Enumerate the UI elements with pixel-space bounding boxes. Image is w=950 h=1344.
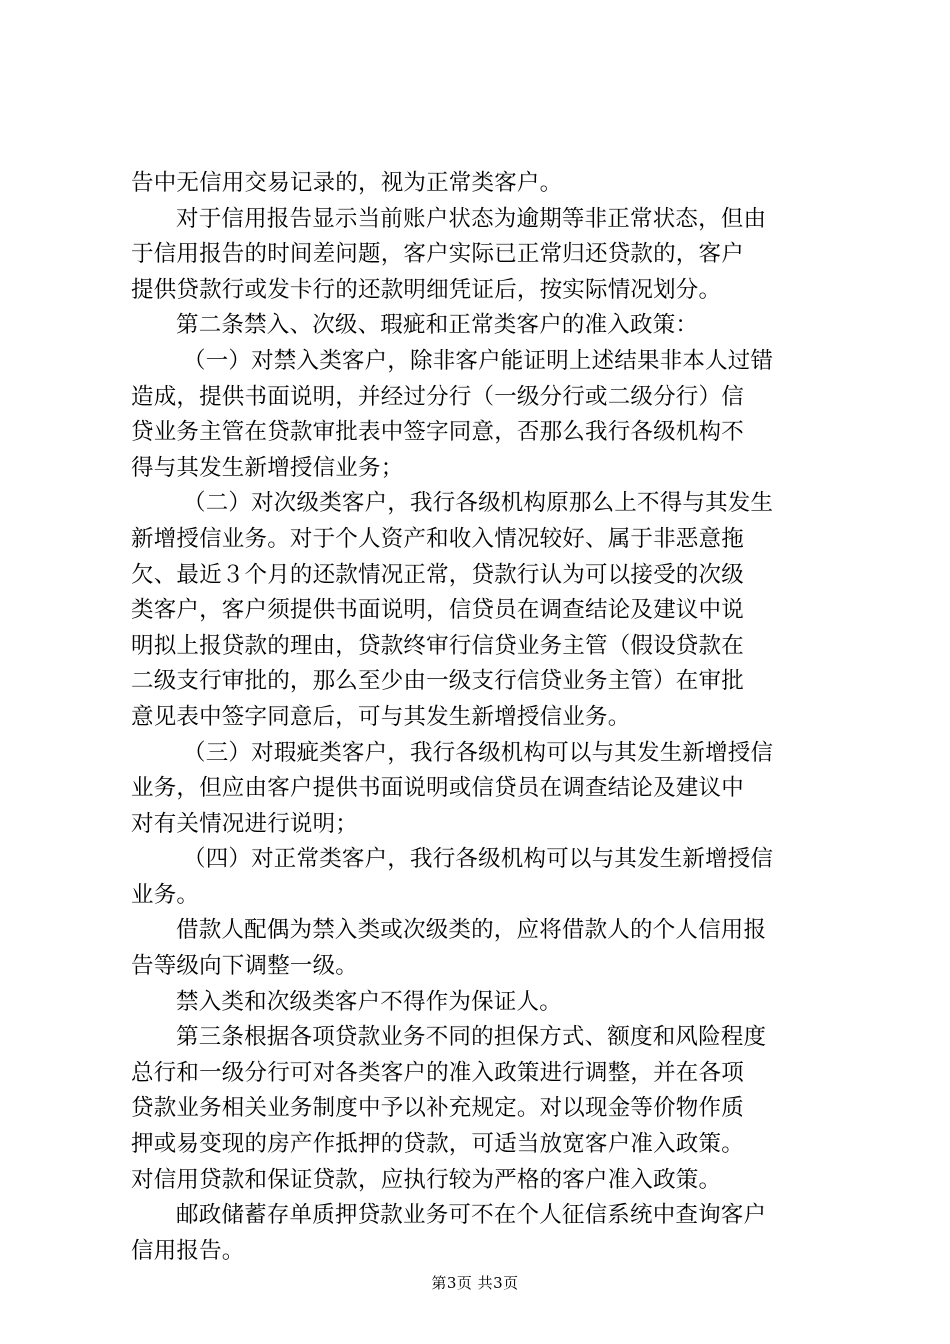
text-line: 于信用报告的时间差问题，客户实际已正常归还贷款的，客户 xyxy=(131,241,744,268)
text-line: 意见表中签字同意后，可与其发生新增授信业务。 xyxy=(131,703,631,730)
text-line: 禁入类和次级类客户不得作为保证人。 xyxy=(176,988,562,1015)
text-line: 明拟上报贷款的理由，贷款终审行信贷业务主管（假设贷款在 xyxy=(131,632,744,659)
text-line: 得与其发生新增授信业务； xyxy=(131,454,404,481)
text-line: 业务，但应由客户提供书面说明或信贷员在调查结论及建议中 xyxy=(131,775,744,802)
text-line: （三）对瑕疵类客户，我行各级机构可以与其发生新增授信 xyxy=(183,739,774,766)
text-line: 对信用贷款和保证贷款，应执行较为严格的客户准入政策。 xyxy=(131,1166,722,1193)
text-line: 借款人配偶为禁入类或次级类的，应将借款人的个人信用报 xyxy=(176,917,767,944)
text-line: 提供贷款行或发卡行的还款明细凭证后，按实际情况划分。 xyxy=(131,276,722,303)
text-line: 类客户，客户须提供书面说明，信贷员在调查结论及建议中说 xyxy=(131,597,744,624)
text-line: 二级支行审批的，那么至少由一级支行信贷业务主管）在审批 xyxy=(131,668,744,695)
text-line: 告等级向下调整一级。 xyxy=(131,953,359,980)
text-line: 造成，提供书面说明，并经过分行（一级分行或二级分行）信 xyxy=(131,383,744,410)
text-line: 告中无信用交易记录的，视为正常类客户。 xyxy=(131,170,563,196)
text-line: 业务。 xyxy=(131,881,200,908)
text-line: 邮政储蓄存单质押贷款业务可不在个人征信系统中查询客户 xyxy=(176,1202,767,1229)
page-number: 第3页 共3页 xyxy=(431,1274,519,1292)
page-footer xyxy=(0,1273,950,1293)
document-body xyxy=(131,166,837,1269)
text-line: 押或易变现的房产作抵押的贷款，可适当放宽客户准入政策。 xyxy=(131,1131,744,1158)
text-line: 贷业务主管在贷款审批表中签字同意，否那么我行各级机构不 xyxy=(131,419,744,446)
text-line: 第二条禁入、次级、瑕疵和正常类客户的准入政策： xyxy=(176,312,699,339)
text-line: （四）对正常类客户，我行各级机构可以与其发生新增授信 xyxy=(183,846,774,873)
text-line: 新增授信业务。对于个人资产和收入情况较好、属于非恶意拖 xyxy=(131,525,744,552)
text-line: 第三条根据各项贷款业务不同的担保方式、额度和风险程度 xyxy=(176,1024,767,1051)
text-line: 总行和一级分行可对各类客户的准入政策进行调整，并在各项 xyxy=(131,1059,744,1086)
text-line: 贷款业务相关业务制度中予以补充规定。对以现金等价物作质 xyxy=(131,1095,744,1122)
text-line: （一）对禁入类客户，除非客户能证明上述结果非本人过错 xyxy=(183,347,774,374)
text-line: 信用报告。 xyxy=(131,1237,245,1264)
text-line: 欠、最近３个月的还款情况正常，贷款行认为可以接受的次级 xyxy=(131,561,744,588)
text-line: 对于信用报告显示当前账户状态为逾期等非正常状态，但由 xyxy=(176,205,767,232)
text-line: 对有关情况进行说明； xyxy=(131,810,359,837)
text-line: （二）对次级类客户，我行各级机构原那么上不得与其发生 xyxy=(183,490,774,517)
